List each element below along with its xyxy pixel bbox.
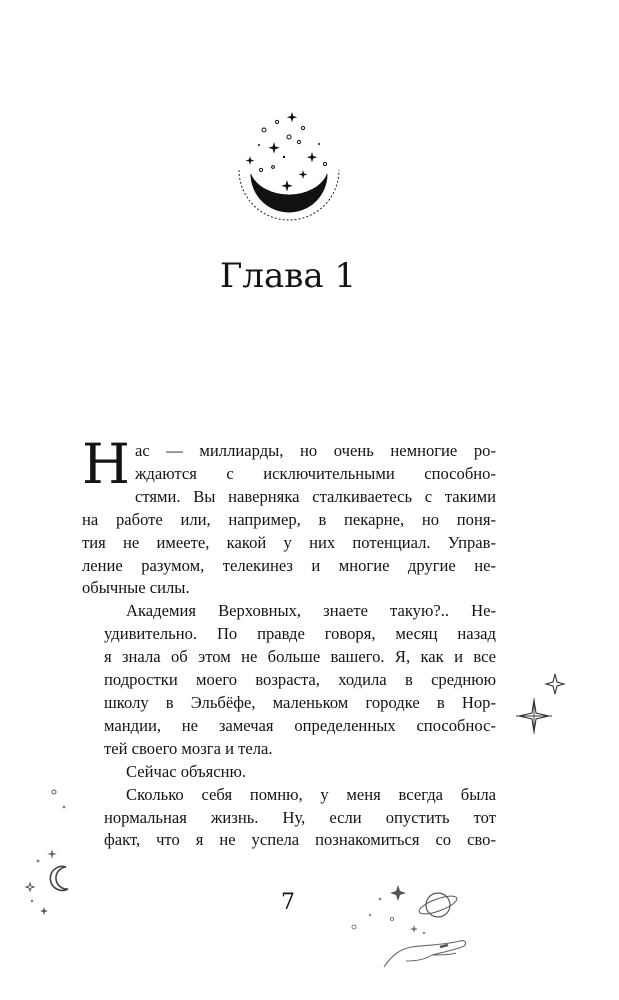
paragraph bbox=[82, 432, 496, 600]
text-line: мандии, не замечая определенных способнос- bbox=[104, 715, 496, 735]
body-text bbox=[82, 432, 496, 852]
paragraph bbox=[82, 600, 496, 760]
drop-cap: Н bbox=[82, 432, 130, 496]
chapter-title: Глава 1 bbox=[219, 256, 357, 296]
page-number: 7 bbox=[281, 890, 295, 915]
text-line: подростки моего возраста, ходила в среднюю bbox=[104, 670, 496, 690]
text-line: нормальная жизнь. Ну, если опустить тот bbox=[104, 807, 496, 827]
text-line: на работе или, например, в пекарне, но поня- bbox=[82, 509, 496, 529]
text-line: ждаются с исключительными способно- bbox=[134, 463, 496, 483]
crescent-moon-stars-icon bbox=[24, 785, 84, 925]
text-line: стями. Вы наверняка сталкиваетесь с такими bbox=[134, 486, 496, 506]
sparkle-stars-icon bbox=[512, 668, 572, 738]
text-line: школу в Эльбёфе, маленьком городке в Нор- bbox=[104, 692, 496, 712]
text-line: тей своего мозга и тела. bbox=[104, 738, 273, 758]
text-line: ас — миллиарды, но очень немногие ро- bbox=[134, 441, 496, 460]
paragraph bbox=[82, 761, 496, 784]
text-line: ление разумом, телекинез и многие другие не- bbox=[82, 555, 496, 575]
text-line: тия не имеете, какой у них потенциал. Управ- bbox=[82, 532, 496, 552]
hand-with-planet-icon bbox=[340, 875, 480, 975]
text-line: Академия Верховных, знаете такую?.. Не- bbox=[126, 601, 496, 621]
moon-stars-emblem bbox=[229, 112, 349, 240]
text-line: факт, что я не успела познакомиться со сво- bbox=[104, 830, 496, 850]
paragraph bbox=[82, 784, 496, 853]
text-line: Сколько себя помню, у меня всегда была bbox=[126, 784, 496, 804]
text-line: Сейчас объясню. bbox=[126, 761, 247, 781]
text-line: удивительно. По правде говоря, месяц назад bbox=[104, 624, 496, 644]
text-line: я знала об этом не больше вашего. Я, как и все bbox=[104, 647, 496, 667]
text-line: обычные силы. bbox=[82, 578, 190, 598]
